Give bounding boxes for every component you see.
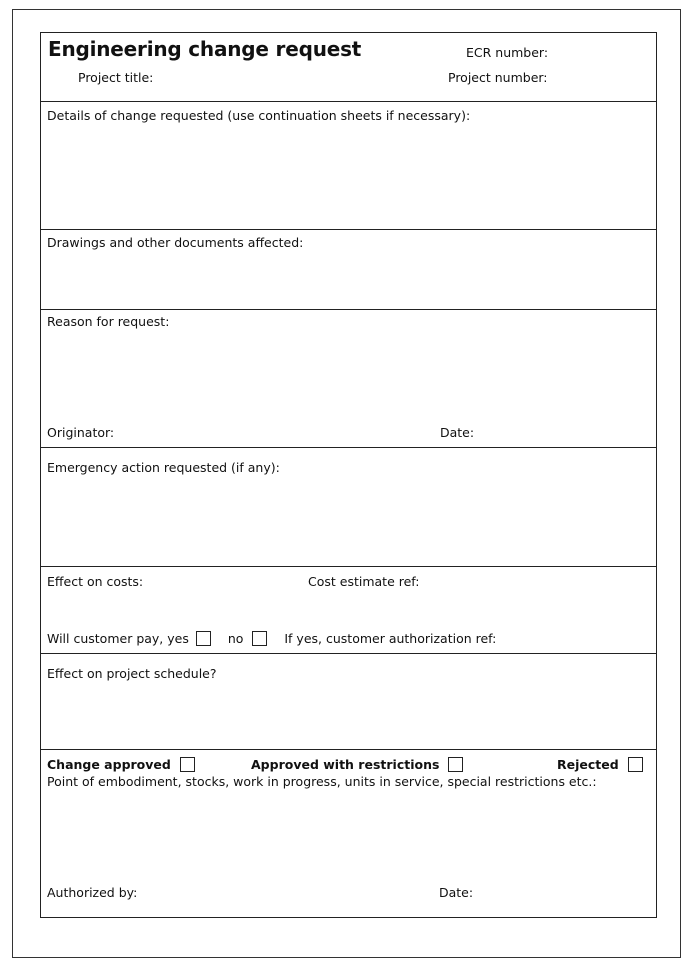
emergency-label: Emergency action requested (if any): xyxy=(47,460,280,475)
schedule-label: Effect on project schedule? xyxy=(47,666,217,681)
reason-label: Reason for request: xyxy=(47,314,170,329)
customer-pay-row xyxy=(47,630,499,647)
authorization-ref-label: If yes, customer authorization ref: xyxy=(284,631,497,646)
approved-option xyxy=(47,756,198,773)
rejected-option xyxy=(557,756,646,773)
details-section[interactable] xyxy=(41,102,656,230)
customer-pay-no-label: no xyxy=(227,631,244,646)
details-label: Details of change requested (use continuation sheets if necessary): xyxy=(47,108,471,123)
approved-restrictions-checkbox[interactable] xyxy=(448,757,463,772)
reason-date-label: Date: xyxy=(440,425,475,440)
costs-section xyxy=(41,567,656,654)
drawings-section[interactable] xyxy=(41,230,656,310)
form-title: Engineering change request xyxy=(48,37,362,61)
drawings-label: Drawings and other documents affected: xyxy=(47,235,304,250)
customer-pay-no-checkbox[interactable] xyxy=(252,631,267,646)
effect-on-costs-label: Effect on costs: xyxy=(47,574,144,589)
embodiment-label: Point of embodiment, stocks, work in progress, units in service, special restrictions etc.: xyxy=(47,774,597,789)
project-title-label: Project title: xyxy=(78,70,154,85)
change-approved-label: Change approved xyxy=(47,757,171,772)
project-number-label: Project number: xyxy=(448,70,548,85)
emergency-section[interactable] xyxy=(41,448,656,567)
authorized-by-label: Authorized by: xyxy=(47,885,138,900)
rejected-label: Rejected xyxy=(557,757,619,772)
ecr-number-label: ECR number: xyxy=(466,45,549,60)
reason-section[interactable] xyxy=(41,310,656,448)
change-approved-checkbox[interactable] xyxy=(180,757,195,772)
customer-pay-label: Will customer pay, yes xyxy=(47,631,189,646)
originator-label: Originator: xyxy=(47,425,115,440)
approval-date-label: Date: xyxy=(439,885,474,900)
header-section xyxy=(41,33,656,102)
restrictions-option xyxy=(251,756,466,773)
approval-section xyxy=(41,750,656,919)
cost-estimate-label: Cost estimate ref: xyxy=(308,574,420,589)
approved-restrictions-label: Approved with restrictions xyxy=(251,757,440,772)
customer-pay-yes-checkbox[interactable] xyxy=(196,631,211,646)
rejected-checkbox[interactable] xyxy=(628,757,643,772)
ecr-form xyxy=(40,32,657,918)
schedule-section[interactable] xyxy=(41,654,656,750)
